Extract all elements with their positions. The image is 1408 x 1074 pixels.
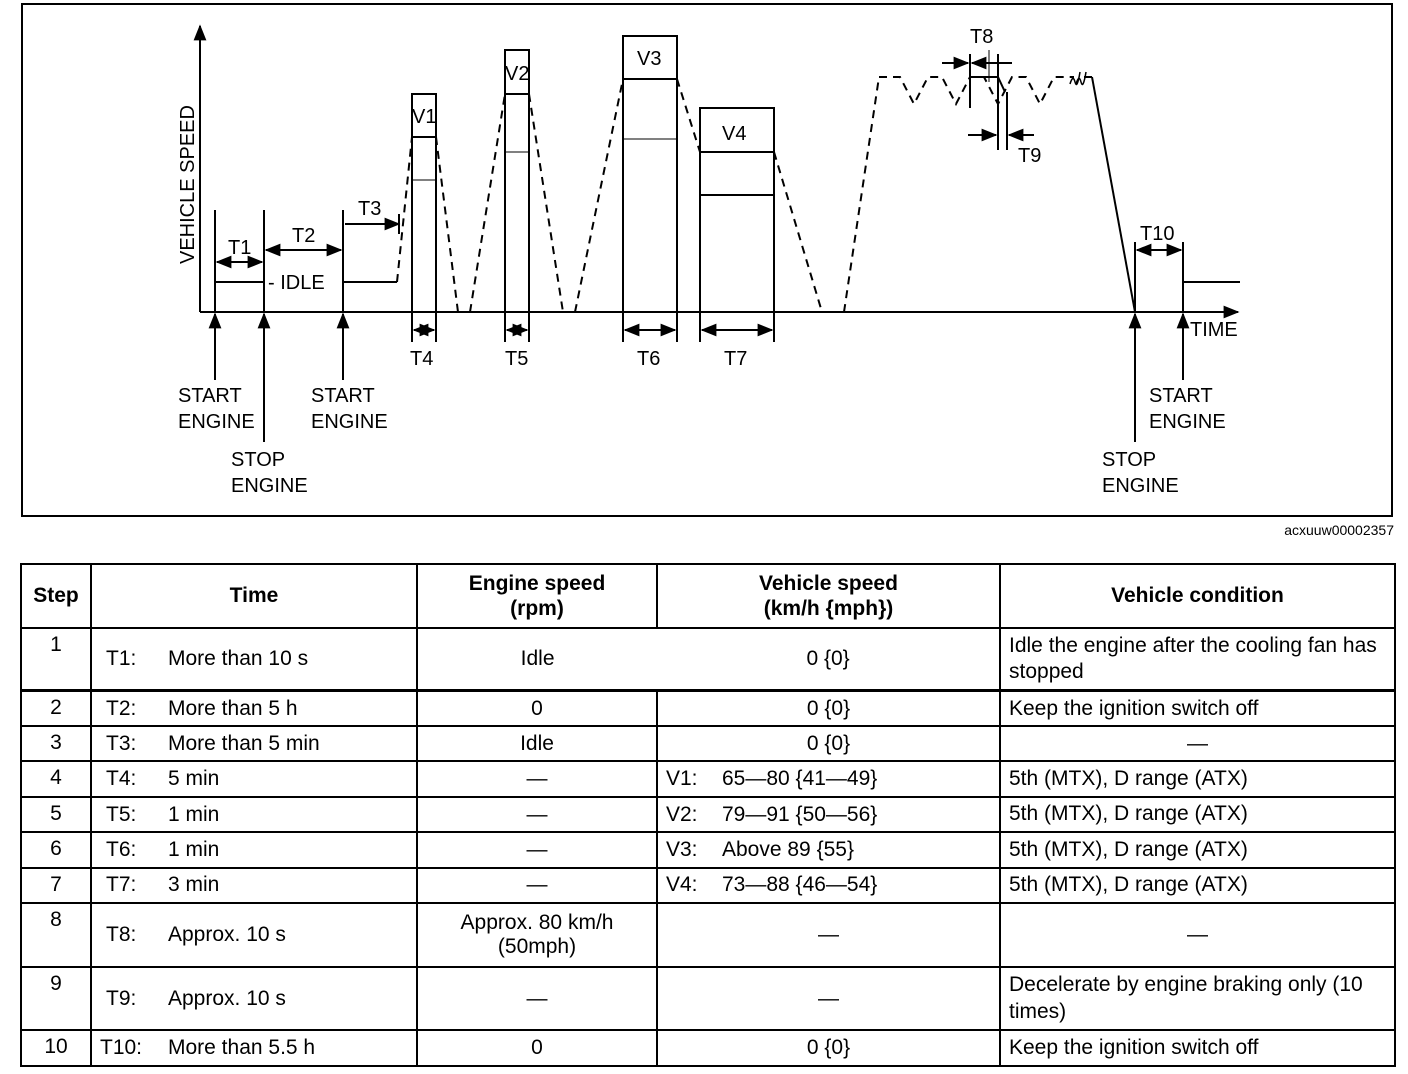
drive-cycle-figure xyxy=(21,3,1393,517)
cell-condition: Keep the ignition switch off xyxy=(1000,691,1395,726)
table-row xyxy=(21,628,1395,691)
cell-step: 10 xyxy=(21,1030,91,1066)
event-start-engine-1-line2: ENGINE xyxy=(178,411,255,433)
cell-time: T8: Approx. 10 s xyxy=(91,903,417,967)
header-step: Step xyxy=(21,564,91,628)
speed-label-v1: V1 xyxy=(412,106,437,128)
cell-time: T2: More than 5 h xyxy=(91,691,417,726)
table-row xyxy=(21,691,1395,726)
cell-vehicle-speed: 0 {0} xyxy=(657,691,1000,726)
event-start-engine-2-line2: ENGINE xyxy=(311,411,388,433)
cell-condition: Decelerate by engine braking only (10 times) xyxy=(1000,967,1395,1031)
cell-step: 8 xyxy=(21,903,91,967)
cell-engine-speed: Idle xyxy=(417,726,657,761)
event-stop-engine-2-line2: ENGINE xyxy=(1102,475,1179,497)
cell-speed-merged: Idle 0 {0} xyxy=(417,628,1000,691)
cell-condition: Keep the ignition switch off xyxy=(1000,1030,1395,1066)
y-axis-label: VEHICLE SPEED xyxy=(177,105,199,264)
table-row xyxy=(21,761,1395,796)
cell-vehicle-speed: — xyxy=(657,903,1000,967)
event-stop-engine-2: STOP xyxy=(1102,449,1157,471)
cell-condition: 5th (MTX), D range (ATX) xyxy=(1000,761,1395,796)
cell-step: 9 xyxy=(21,967,91,1031)
speed-label-v2: V2 xyxy=(505,63,530,85)
cell-engine-speed: — xyxy=(417,832,657,867)
cell-condition: — xyxy=(1000,726,1395,761)
speed-label-v3: V3 xyxy=(637,48,662,70)
cell-step: 7 xyxy=(21,868,91,903)
cell-engine-speed: — xyxy=(417,761,657,796)
interval-label-t2: T2 xyxy=(292,225,316,247)
idle-label: - IDLE xyxy=(268,272,325,294)
cell-vehicle-speed: — xyxy=(657,967,1000,1031)
table-row xyxy=(21,726,1395,761)
event-start-engine-2: START xyxy=(311,385,375,407)
interval-label-t9: T9 xyxy=(1018,145,1042,167)
event-stop-engine-1-line2: ENGINE xyxy=(231,475,308,497)
cell-vehicle-speed: V4: 73—88 {46—54} xyxy=(657,868,1000,903)
speed-label-v4: V4 xyxy=(722,123,747,145)
cell-engine-speed: — xyxy=(417,967,657,1031)
interval-label-t3: T3 xyxy=(358,198,382,220)
cell-condition: — xyxy=(1000,903,1395,967)
cell-step: 4 xyxy=(21,761,91,796)
event-start-engine-3-line2: ENGINE xyxy=(1149,411,1226,433)
cell-step: 5 xyxy=(21,797,91,832)
cell-engine-speed: 0 xyxy=(417,691,657,726)
event-start-engine-1: START xyxy=(178,385,242,407)
interval-label-t6: T6 xyxy=(637,348,661,370)
table-row xyxy=(21,903,1395,967)
cell-step: 3 xyxy=(21,726,91,761)
interval-label-t7: T7 xyxy=(724,348,748,370)
event-stop-engine-1: STOP xyxy=(231,449,286,471)
cell-time: T10: More than 5.5 h xyxy=(91,1030,417,1066)
cell-condition: 5th (MTX), D range (ATX) xyxy=(1000,797,1395,832)
drive-cycle-table xyxy=(20,563,1396,1067)
cell-engine-speed: — xyxy=(417,797,657,832)
cell-step: 2 xyxy=(21,691,91,726)
cell-time: T5: 1 min xyxy=(91,797,417,832)
cell-vehicle-speed: V1: 65—80 {41—49} xyxy=(657,761,1000,796)
interval-label-t5: T5 xyxy=(505,348,529,370)
table-row xyxy=(21,1030,1395,1066)
interval-label-t1: T1 xyxy=(228,237,252,259)
interval-label-t4: T4 xyxy=(410,348,434,370)
cell-engine-speed: 0 xyxy=(417,1030,657,1066)
header-time: Time xyxy=(91,564,417,628)
cell-time: T1: More than 10 s xyxy=(91,628,417,691)
table-header-row xyxy=(21,564,1395,628)
cell-condition: 5th (MTX), D range (ATX) xyxy=(1000,832,1395,867)
cell-vehicle-speed: V2: 79—91 {50—56} xyxy=(657,797,1000,832)
cell-engine-speed: Approx. 80 km/h (50mph) xyxy=(417,903,657,967)
interval-label-t8: T8 xyxy=(970,26,994,48)
cell-engine-speed: — xyxy=(417,868,657,903)
cell-condition: 5th (MTX), D range (ATX) xyxy=(1000,868,1395,903)
header-engine-speed: Engine speed (rpm) xyxy=(417,564,657,628)
table-row xyxy=(21,832,1395,867)
cell-vehicle-speed: V3: Above 89 {55} xyxy=(657,832,1000,867)
cell-time: T7: 3 min xyxy=(91,868,417,903)
x-axis-label: TIME xyxy=(1190,319,1238,341)
interval-label-t10: T10 xyxy=(1140,223,1175,245)
table-row xyxy=(21,797,1395,832)
header-vehicle-condition: Vehicle condition xyxy=(1000,564,1395,628)
cell-time: T9: Approx. 10 s xyxy=(91,967,417,1031)
cell-step: 1 xyxy=(21,628,91,691)
cell-step: 6 xyxy=(21,832,91,867)
header-vehicle-speed: Vehicle speed (km/h {mph}) xyxy=(657,564,1000,628)
cell-time: T6: 1 min xyxy=(91,832,417,867)
figure-id: acxuuw00002357 xyxy=(1284,522,1394,538)
cell-condition: Idle the engine after the cooling fan has stopped xyxy=(1000,628,1395,691)
drive-cycle-diagram xyxy=(23,5,1391,515)
cell-vehicle-speed: 0 {0} xyxy=(657,726,1000,761)
cell-time: T3: More than 5 min xyxy=(91,726,417,761)
table-row xyxy=(21,967,1395,1031)
cell-vehicle-speed: 0 {0} xyxy=(657,1030,1000,1066)
cell-time: T4: 5 min xyxy=(91,761,417,796)
table-row xyxy=(21,868,1395,903)
event-start-engine-3: START xyxy=(1149,385,1213,407)
